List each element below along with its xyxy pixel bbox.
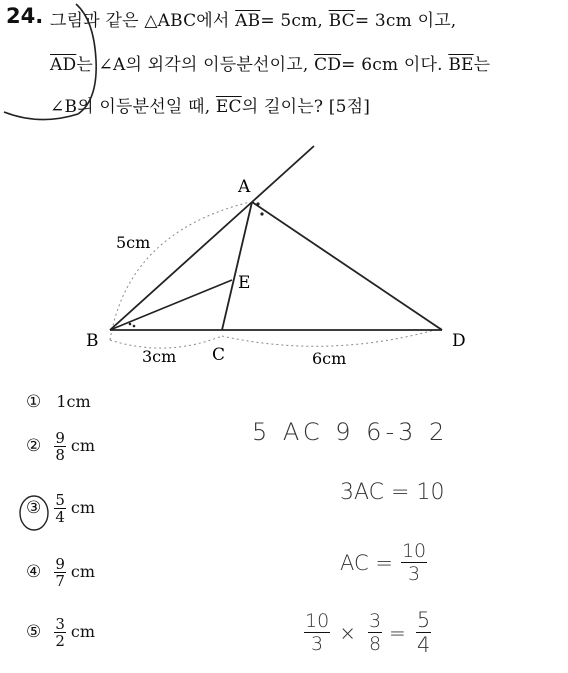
handwriting-line-1: 5 AC 9 6-3 2 (252, 418, 449, 446)
label-c: C (212, 345, 226, 365)
angle-mark-exterior-2 (260, 212, 263, 215)
problem-line-2: $\overline{AD}$는 ∠A의 외각의 이등분선이고, $\overline{CD}= 6cm$ 이다. $\overline{BE}$는 (50, 55, 491, 75)
problem-line-1: 그림과 같은 △ABC에서 $\overline{AB}= 5cm$, $\overline{BC}= 3cm$ 이고, (50, 11, 457, 31)
label-e: E (238, 273, 251, 293)
problem-line-3: ∠B의 이등분선일 때, $\overline{EC}$의 길이는? [5점] (50, 97, 371, 117)
label-d: D (452, 331, 466, 351)
angle-mark-b-2 (133, 325, 136, 328)
pen-circle-mark (4, 4, 96, 120)
choice-5[interactable]: ⑤ $\frac{3}{2}$ cm (26, 615, 96, 650)
segment-ac (222, 202, 252, 330)
exterior-extension-line (252, 146, 314, 202)
angle-mark-b-1 (129, 323, 132, 326)
choice-5-fraction: $\frac{3}{2}$ (55, 615, 65, 650)
segment-ab (110, 202, 252, 330)
length-bc: 3cm (142, 347, 177, 366)
segment-be (110, 280, 232, 330)
segment-ad (252, 202, 442, 330)
label-b: B (86, 331, 99, 351)
problem-number: 24. (6, 4, 44, 28)
length-cd: 6cm (312, 349, 347, 368)
choice-4-fraction: $\frac{9}{7}$ (55, 555, 65, 590)
choice-1[interactable]: ① 1cm (26, 392, 91, 412)
angle-mark-exterior-1 (256, 202, 259, 205)
choice-3-fraction: $\frac{5}{4}$ (55, 491, 65, 526)
handwriting-line-2: 3AC = 10 (340, 480, 445, 505)
choice-2[interactable]: ② $\frac{9}{8}$ cm (26, 429, 96, 464)
handwriting-line-3: AC = $\frac{10}{3}$ (340, 540, 427, 585)
handwriting-line-4: $\frac{10}{3}$ × $\frac{3}{8}$ = $\frac{5}{4}$ (305, 608, 431, 657)
label-a: A (238, 177, 251, 197)
choice-3[interactable]: ③ $\frac{5}{4}$ cm (26, 491, 96, 526)
choice-4[interactable]: ④ $\frac{9}{7}$ cm (26, 555, 96, 590)
triangle-figure (0, 140, 568, 390)
length-ab: 5cm (116, 233, 151, 252)
choice-2-fraction: $\frac{9}{8}$ (55, 429, 65, 464)
